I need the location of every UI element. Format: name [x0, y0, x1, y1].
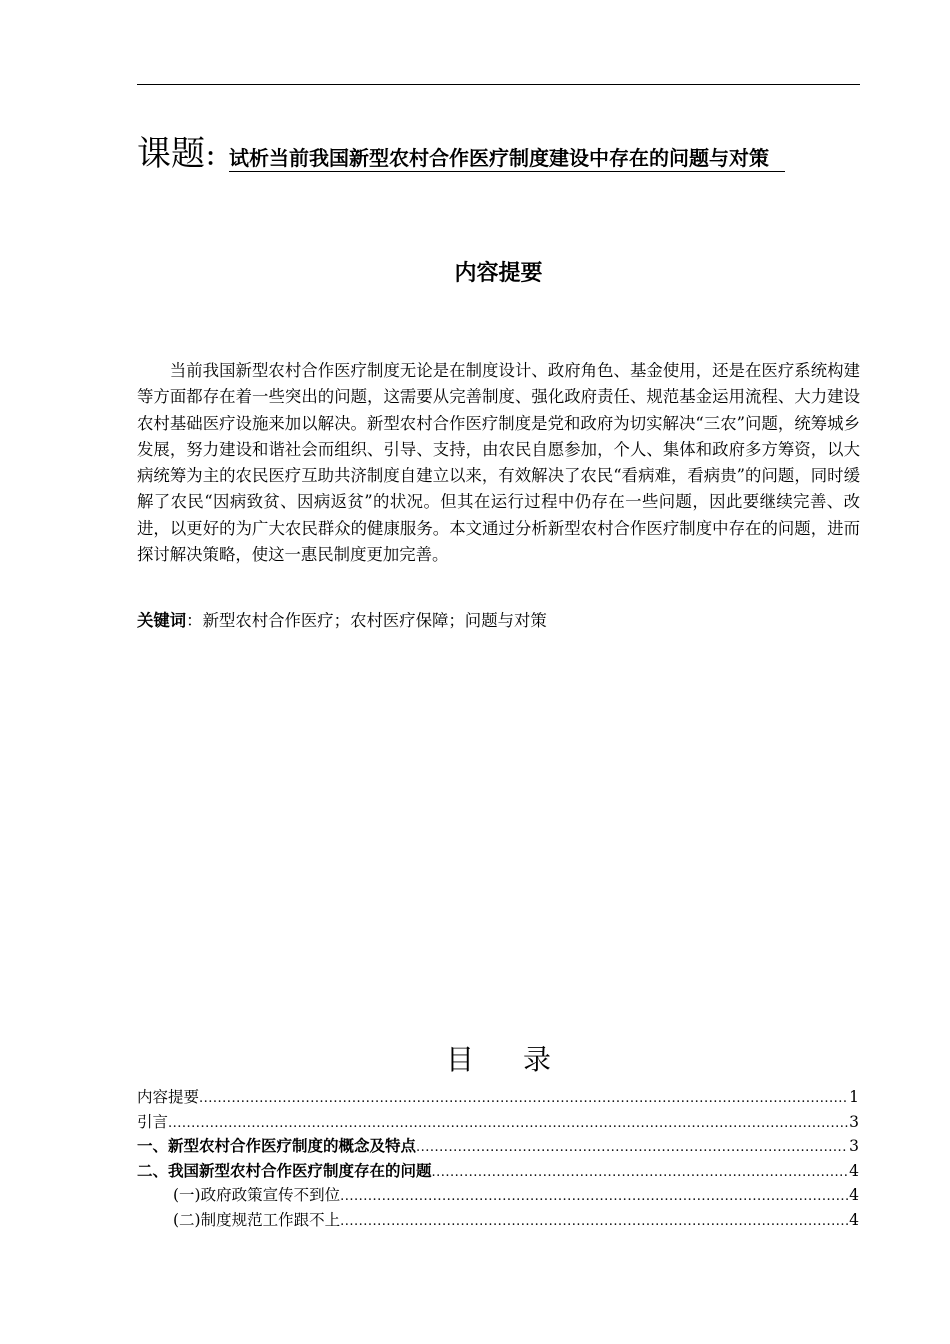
toc-leader-dots [432, 1161, 849, 1186]
toc-leader-dots [340, 1185, 848, 1210]
toc-entry[interactable] [137, 1183, 859, 1208]
toc-entry-label: 内容提要 [137, 1088, 200, 1106]
thesis-title [137, 126, 860, 175]
toc-entry-page: 1 [849, 1088, 859, 1106]
toc-entry-label: 引言 [137, 1112, 169, 1131]
toc-entry-label: 一、新型农村合作医疗制度的概念及特点 [137, 1137, 417, 1156]
toc-leader-dots [340, 1210, 848, 1235]
toc-entry-page: 4 [849, 1161, 859, 1180]
table-of-contents [137, 1085, 859, 1233]
toc-entry-page: 4 [849, 1186, 859, 1205]
toc-entry[interactable] [137, 1159, 859, 1184]
toc-entry[interactable] [137, 1085, 859, 1110]
title-label: 课题 [137, 134, 205, 174]
header-rule [137, 84, 860, 85]
toc-entry-page: 4 [849, 1210, 859, 1229]
keywords-line [137, 608, 860, 634]
abstract-body: 当前我国新型农村合作医疗制度无论是在制度设计、政府角色、基金使用，还是在医疗系统构建等方面都存在着一些突出的问题，这需要从完善制度、强化政府责任、规范基金运用流程、大力建设农村基础医疗设施来加以解决。新型农村合作医疗制度是党和政府为切实解决“三农”问题，统筹城乡发展，努力建设和谐社会而组织、引导、支持，由农民自愿参加，个人、集体和政府多方筹资，以大病统筹为主的农民医疗互助共济制度自建立以来，有效解决了农民“看病难，看病贵”的问题，同时缓解了农民“因病致贫、因病返贫”的状况。但其在运行过程中仍存在一些问题，因此要继续完善、改进，以更好的为广大农民群众的健康服务。本文通过分析新型农村合作医疗制度中存在的问题，进而探讨解决策略，使这一惠民制度更加完善。 [137, 361, 860, 565]
keywords-colon: ： [186, 611, 203, 630]
toc-leader-dots [168, 1112, 848, 1137]
toc-heading: 目 录 [446, 1043, 551, 1076]
toc-entry-page: 3 [849, 1137, 859, 1156]
toc-entry-label: (二)制度规范工作跟不上 [173, 1210, 341, 1229]
toc-entry-page: 3 [849, 1112, 859, 1131]
title-colon: ： [205, 143, 229, 171]
keywords-label: 关键词 [137, 611, 187, 630]
toc-leader-dots [199, 1087, 848, 1112]
toc-entry-label: 二、我国新型农村合作医疗制度存在的问题 [137, 1161, 432, 1180]
toc-entry[interactable] [137, 1134, 859, 1159]
toc-entry[interactable] [137, 1110, 859, 1135]
toc-entry[interactable] [137, 1208, 859, 1233]
keywords-text: 新型农村合作医疗；农村医疗保障；问题与对策 [202, 611, 547, 630]
toc-entry-label: (一)政府政策宣传不到位 [173, 1186, 341, 1205]
title-text: 试析当前我国新型农村合作医疗制度建设中存在的问题与对策 [229, 146, 785, 172]
abstract-heading: 内容提要 [454, 261, 543, 286]
toc-leader-dots [416, 1136, 848, 1161]
